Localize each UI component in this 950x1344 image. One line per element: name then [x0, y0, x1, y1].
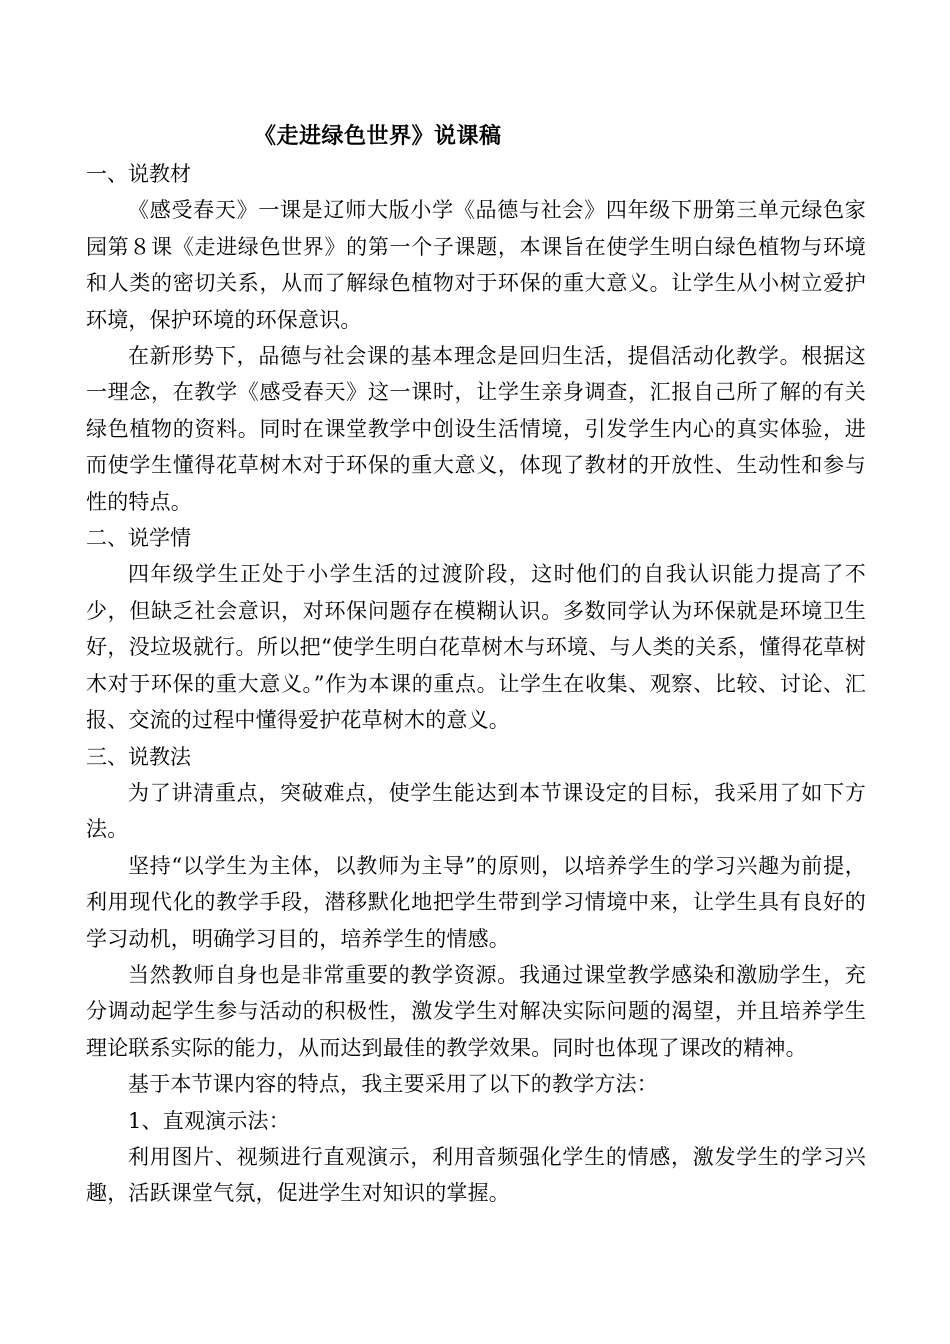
paragraph: 在新形势下，品德与社会课的基本理念是回归生活，提倡活动化教学。根据这一理念，在教学《感受春天》这一课时，让学生亲身调查，汇报自己所了解的有关绿色植物的资料。同时在课堂教学中创设生活情境，引发学生内心的真实体验，进而使学生懂得花草树木对于环保的重大意义，体现了教材的开放性、生动性和参与性的特点。 [86, 344, 866, 514]
paragraph: 利用图片、视频进行直观演示，利用音频强化学生的情感，激发学生的学习兴趣，活跃课堂气氛，促进学生对知识的掌握。 [86, 1144, 866, 1206]
section-heading: 三、说教法 [86, 744, 191, 769]
paragraph: 1、直观演示法： [128, 1108, 290, 1133]
section-teaching-method [86, 739, 866, 1212]
document-title: 《走进绿色世界》说课稿 [254, 124, 502, 149]
paragraph: 当然教师自身也是非常重要的教学资源。我通过课堂教学感染和激励学生，充分调动起学生参与活动的积极性，激发学生对解决实际问题的渴望，并且培养学生理论联系实际的能力，从而达到最佳的教学效果。同时也体现了课改的精神。 [86, 962, 866, 1060]
paragraph: 基于本节课内容的特点，我主要采用了以下的教学方法： [128, 1072, 658, 1097]
paragraph: 坚持“以学生为主体，以教师为主导”的原则，以培养学生的学习兴趣为前提，利用现代化的教学手段，潜移默化地把学生带到学习情境中来，让学生具有良好的学习动机，明确学习目的，培养学生的情感。 [86, 853, 866, 951]
document-page [86, 118, 866, 1212]
section-student-analysis [86, 520, 866, 738]
section-teaching-material [86, 156, 866, 520]
paragraph: 《感受春天》一课是辽师大版小学《品德与社会》四年级下册第三单元绿色家园第８课《走进绿色世界》的第一个子课题，本课旨在使学生明白绿色植物与环境和人类的密切关系，从而了解绿色植物对于环保的重大意义。让学生从小树立爱护环境，保护环境的环保意识。 [86, 198, 866, 332]
paragraph: 四年级学生正处于小学生活的过渡阶段，这时他们的自我认识能力提高了不少，但缺乏社会意识，对环保问题存在模糊认识。多数同学认为环保就是环境卫生好，没垃圾就行。所以把“使学生明白花草树木与环境、与人类的关系，懂得花草树木对于环保的重大意义。”作为本课的重点。让学生在收集、观察、比较、讨论、汇报、交流的过程中懂得爱护花草树木的意义。 [86, 562, 866, 733]
section-heading: 二、说学情 [86, 526, 191, 551]
section-heading: 一、说教材 [86, 162, 191, 186]
paragraph: 为了讲清重点，突破难点，使学生能达到本节课设定的目标，我采用了如下方法。 [86, 780, 866, 842]
